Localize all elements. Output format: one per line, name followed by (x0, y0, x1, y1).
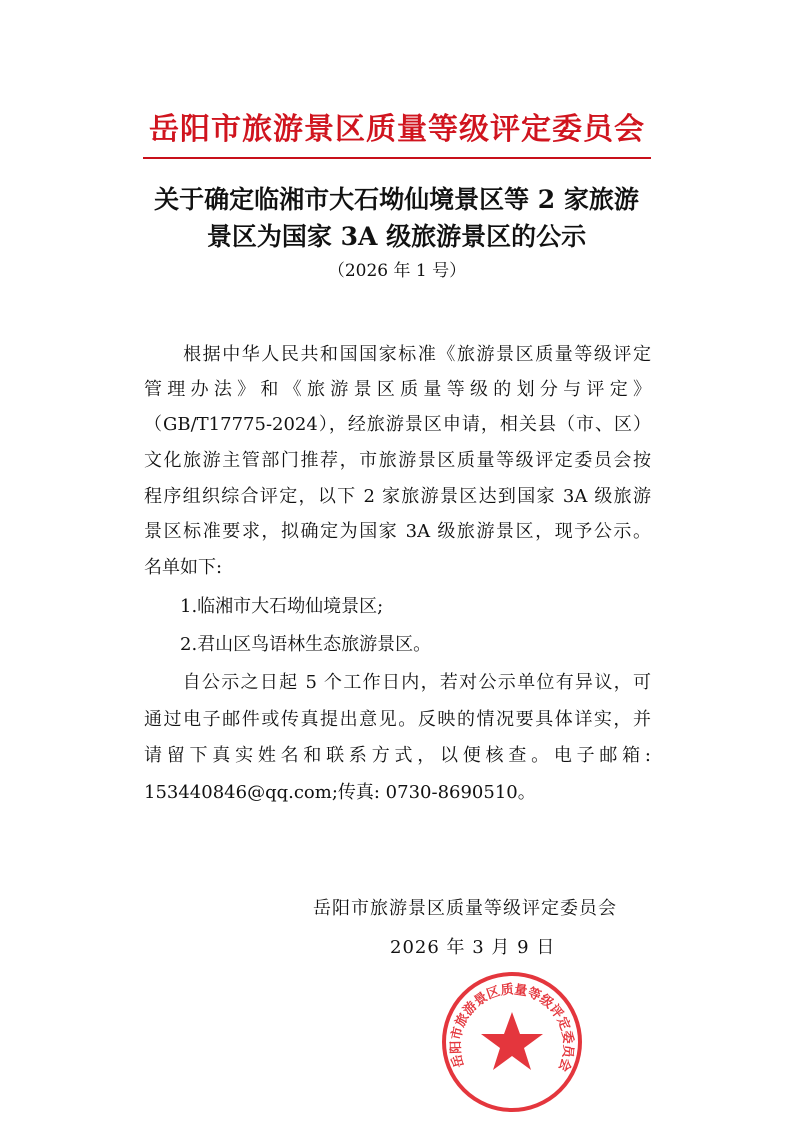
contact-line: 153440846@qq.com;传真: 0730-8690510。 (144, 782, 536, 803)
issuing-organization-header: 岳阳市旅游景区质量等级评定委员会 (149, 112, 645, 147)
body-line: 自公示之日起 5 个工作日内，若对公示单位有异议，可 (144, 672, 651, 693)
seal-text: 岳阳市旅游景区质量等级评定委员会 (448, 982, 576, 1074)
body-line: 文化旅游主管部门推荐，市旅游景区质量等级评定委员会按 (144, 450, 651, 471)
body-line: 程序组织综合评定，以下 2 家旅游景区达到国家 3A 级旅游 (144, 486, 651, 507)
list-item: 2.君山区鸟语林生态旅游景区。 (144, 634, 432, 655)
body-line: 景区标准要求，拟确定为国家 3A 级旅游景区，现予公示。 (144, 521, 651, 542)
body-line: （GB/T17775-2024），经旅游景区申请，相关县（市、区） (144, 414, 651, 435)
body-line: 通过电子邮件或传真提出意见。反映的情况要具体详实，并 (144, 709, 651, 730)
body-line: 根据中华人民共和国国家标准《旅游景区质量等级评定 (144, 344, 651, 365)
body-line: 管理办法》和《旅游景区质量等级的划分与评定》 (144, 379, 651, 400)
seal-star-icon (481, 1012, 543, 1070)
red-divider-line (143, 157, 651, 159)
document-number: （2026 年 1 号） (327, 261, 467, 281)
signature-date: 2026 年 3 月 9 日 (390, 937, 556, 958)
document-title-line-2: 景区为国家 3A 级旅游景区的公示 (206, 222, 587, 251)
signature-organization: 岳阳市旅游景区质量等级评定委员会 (313, 898, 617, 919)
body-line: 请留下真实姓名和联系方式，以便核查。电子邮箱: (144, 745, 651, 766)
list-item: 1.临湘市大石坳仙境景区; (144, 596, 384, 617)
document-title-line-1: 关于确定临湘市大石坳仙境景区等 2 家旅游 (154, 185, 639, 214)
official-seal-stamp (440, 970, 584, 1114)
body-line: 名单如下: (144, 557, 223, 578)
